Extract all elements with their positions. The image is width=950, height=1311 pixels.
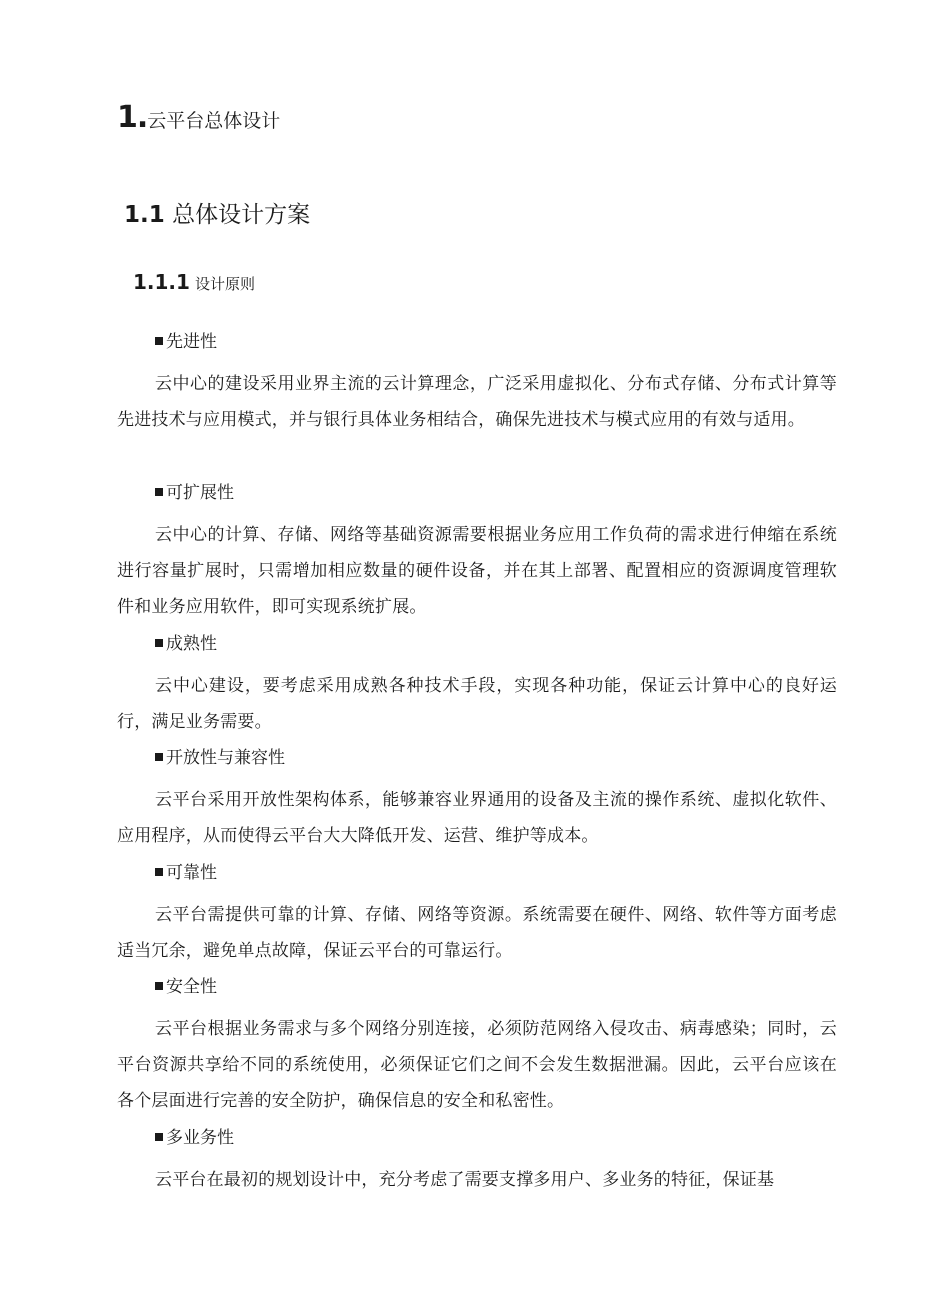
heading-1-title: 云平台总体设计 [147,110,281,132]
section-body: 云平台采用开放性架构体系，能够兼容业界通用的设备及主流的操作系统、虚拟化软件、应用程序，从而使得云平台大大降低开发、运营、维护等成本。 [117,790,837,846]
heading-1 [117,100,280,135]
bullet-square-icon [155,753,163,761]
section-multi-business [117,1126,837,1198]
bullet-square-icon [155,488,163,496]
bullet-square-icon [155,982,163,990]
section-title: 可靠性 [166,863,217,883]
section-body: 云平台需提供可靠的计算、存储、网络等资源。系统需要在硬件、网络、软件等方面考虑适当冗余，避免单点故障，保证云平台的可靠运行。 [117,905,837,961]
section-title: 先进性 [166,332,217,352]
heading-3-number: 1.1.1 [133,270,190,294]
heading-2-title: 总体设计方案 [172,202,311,228]
section-security [117,975,837,1119]
heading-2-number: 1.1 [124,202,165,228]
section-title: 成熟性 [166,634,217,654]
section-body: 云中心的计算、存储、网络等基础资源需要根据业务应用工作负荷的需求进行伸缩在系统进行容量扩展时，只需增加相应数量的硬件设备，并在其上部署、配置相应的资源调度管理软件和业务应用软件，即可实现系统扩展。 [117,525,837,617]
heading-3-title: 设计原则 [195,275,256,293]
section-title: 安全性 [166,977,217,997]
heading-2 [124,196,310,229]
heading-1-number: 1. [117,100,148,135]
section-title: 多业务性 [166,1128,234,1148]
section-title: 可扩展性 [166,483,234,503]
section-body: 云平台根据业务需求与多个网络分别连接，必须防范网络入侵攻击、病毒感染；同时，云平台资源共享给不同的系统使用，必须保证它们之间不会发生数据泄漏。因此，云平台应该在各个层面进行完善的安全防护，确保信息的安全和私密性。 [117,1019,837,1111]
section-body: 云中心的建设采用业界主流的云计算理念，广泛采用虚拟化、分布式存储、分布式计算等先进技术与应用模式，并与银行具体业务相结合，确保先进技术与模式应用的有效与适用。 [117,374,837,430]
bullet-square-icon [155,868,163,876]
section-openness [117,746,837,854]
heading-3 [133,270,255,294]
bullet-square-icon [155,639,163,647]
bullet-square-icon [155,337,163,345]
section-title: 开放性与兼容性 [166,748,285,768]
section-reliability [117,861,837,969]
section-scalability [117,481,837,625]
bullet-square-icon [155,1133,163,1141]
section-body: 云中心建设，要考虑采用成熟各种技术手段，实现各种功能，保证云计算中心的良好运行，满足业务需要。 [117,676,837,732]
section-advanced [117,330,837,438]
section-maturity [117,632,837,740]
section-body: 云平台在最初的规划设计中，充分考虑了需要支撑多用户、多业务的特征，保证基 [155,1170,775,1190]
